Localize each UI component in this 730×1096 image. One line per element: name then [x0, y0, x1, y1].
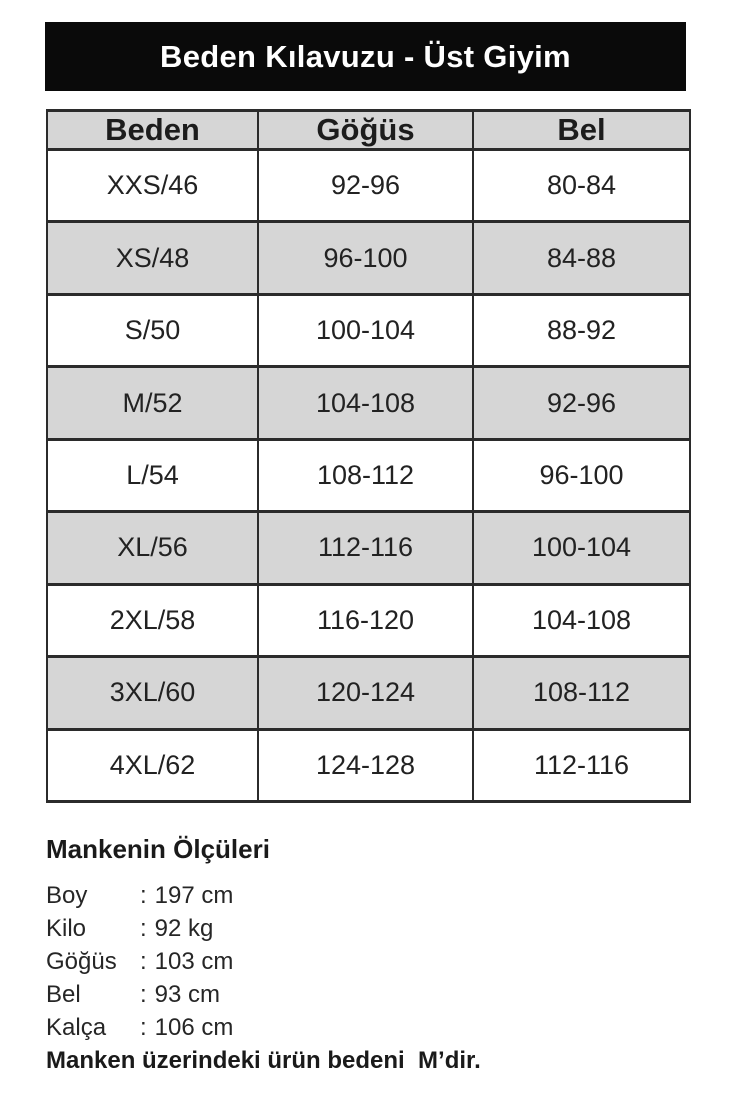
cell-bel: 88-92	[473, 294, 690, 366]
column-header-beden: Beden	[47, 111, 258, 150]
cell-beden: 3XL/60	[47, 657, 258, 729]
measurement-row-boy	[46, 879, 686, 912]
cell-bel: 92-96	[473, 367, 690, 439]
measurement-colon: :	[140, 1014, 147, 1041]
cell-beden: XS/48	[47, 222, 258, 294]
measurement-row-bel	[46, 978, 686, 1011]
measurement-label: Kilo	[46, 915, 87, 942]
table-row	[47, 222, 690, 294]
cell-gogus: 96-100	[258, 222, 473, 294]
measurement-value: 106 cm	[154, 1014, 234, 1041]
table-row	[47, 150, 690, 222]
cell-beden: S/50	[47, 294, 258, 366]
cell-gogus: 92-96	[258, 150, 473, 222]
table-row	[47, 584, 690, 656]
measurement-row-kilo	[46, 912, 686, 945]
product-size-note: Manken üzerindeki ürün bedeni M’dir.	[46, 1047, 481, 1074]
cell-bel: 80-84	[473, 150, 690, 222]
table-row	[47, 294, 690, 366]
table-row	[47, 657, 690, 729]
cell-beden: XXS/46	[47, 150, 258, 222]
measurement-value: 93 cm	[154, 981, 221, 1008]
cell-bel: 108-112	[473, 657, 690, 729]
size-guide-table	[46, 109, 691, 803]
cell-beden: M/52	[47, 367, 258, 439]
cell-beden: 2XL/58	[47, 584, 258, 656]
cell-gogus: 120-124	[258, 657, 473, 729]
table-row	[47, 367, 690, 439]
cell-gogus: 124-128	[258, 729, 473, 802]
table-row	[47, 512, 690, 584]
table-header-row	[47, 111, 690, 150]
cell-bel: 84-88	[473, 222, 690, 294]
measurement-colon: :	[140, 882, 147, 909]
measurement-label: Bel	[46, 981, 81, 1008]
table-row	[47, 439, 690, 511]
column-header-bel: Bel	[473, 111, 690, 150]
cell-bel: 96-100	[473, 439, 690, 511]
measurement-value: 197 cm	[154, 882, 234, 909]
cell-gogus: 104-108	[258, 367, 473, 439]
column-header-gogus: Göğüs	[258, 111, 473, 150]
page-title: Beden Kılavuzu - Üst Giyim	[160, 38, 571, 74]
cell-gogus: 116-120	[258, 584, 473, 656]
measurement-colon: :	[140, 915, 147, 942]
measurement-label: Göğüs	[46, 948, 117, 975]
cell-gogus: 100-104	[258, 294, 473, 366]
measurement-value: 92 kg	[154, 915, 214, 942]
measurement-row-gogus	[46, 945, 686, 978]
measurement-label: Boy	[46, 882, 88, 909]
model-measurements-section	[46, 834, 686, 1075]
cell-beden: L/54	[47, 439, 258, 511]
measurement-label: Kalça	[46, 1014, 107, 1041]
measurement-colon: :	[140, 948, 147, 975]
cell-gogus: 112-116	[258, 512, 473, 584]
cell-bel: 100-104	[473, 512, 690, 584]
cell-beden: XL/56	[47, 512, 258, 584]
cell-beden: 4XL/62	[47, 729, 258, 802]
model-measurements-heading: Mankenin Ölçüleri	[46, 834, 270, 864]
cell-bel: 112-116	[473, 729, 690, 802]
measurement-colon: :	[140, 981, 147, 1008]
measurement-row-kalca	[46, 1011, 686, 1044]
size-guide-banner	[45, 22, 686, 91]
cell-bel: 104-108	[473, 584, 690, 656]
cell-gogus: 108-112	[258, 439, 473, 511]
measurement-value: 103 cm	[154, 948, 234, 975]
table-row	[47, 729, 690, 802]
